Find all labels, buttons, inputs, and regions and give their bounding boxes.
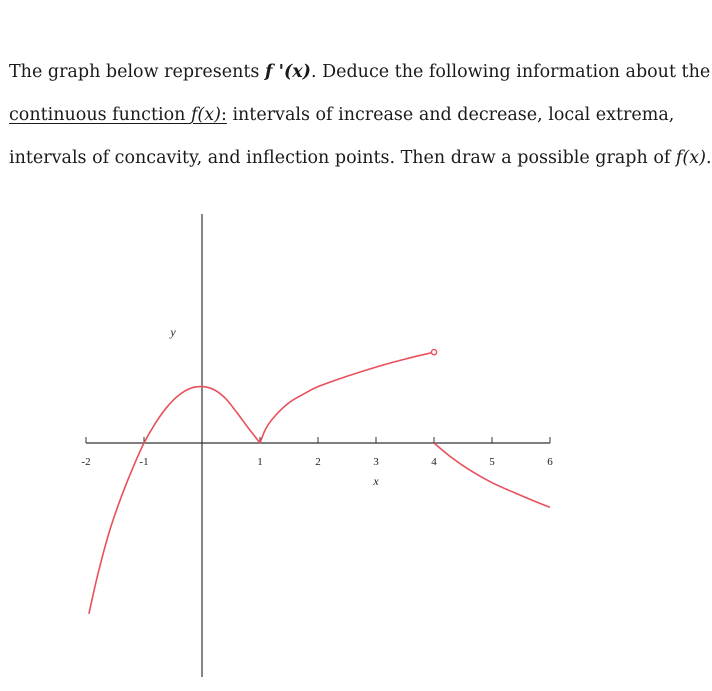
problem-line-3-text-a: intervals of concavity, and inflection points. Then draw a possible graph of — [9, 148, 676, 168]
problem-line-2-text-b: : — [220, 105, 227, 125]
derivative-curve-segment-2 — [260, 352, 434, 443]
x-tick-label-5: 5 — [489, 456, 495, 468]
curve-endpoint-marker-1 — [431, 350, 436, 355]
x-axis-label: x — [373, 474, 379, 488]
function-notation: f(x) — [190, 105, 221, 125]
problem-line-1-text-b: . Deduce the following information about the — [310, 62, 711, 82]
problem-line-1-text-a: The graph below represents — [9, 62, 265, 82]
problem-line-2-text-c: intervals of increase and decrease, local extrema, — [226, 105, 675, 125]
function-notation: f(x) — [675, 148, 706, 168]
x-tick-label-2: 2 — [315, 456, 321, 468]
derivative-curve-segment-1 — [89, 387, 260, 614]
x-tick-label-1: 1 — [257, 456, 263, 468]
y-axis-label: y — [170, 325, 176, 339]
derivative-notation: f '(x) — [264, 62, 311, 82]
problem-line-2-text-a: continuous function — [9, 105, 191, 125]
problem-line-3-text-b: . — [705, 148, 712, 168]
x-tick-label-6: 6 — [547, 456, 553, 468]
x-tick-label-3: 3 — [373, 456, 379, 468]
x-tick-label--1: -1 — [139, 456, 149, 468]
derivative-curve-segment-3 — [434, 443, 550, 507]
x-tick-label-4: 4 — [431, 456, 437, 468]
x-tick-label--2: -2 — [81, 456, 91, 468]
